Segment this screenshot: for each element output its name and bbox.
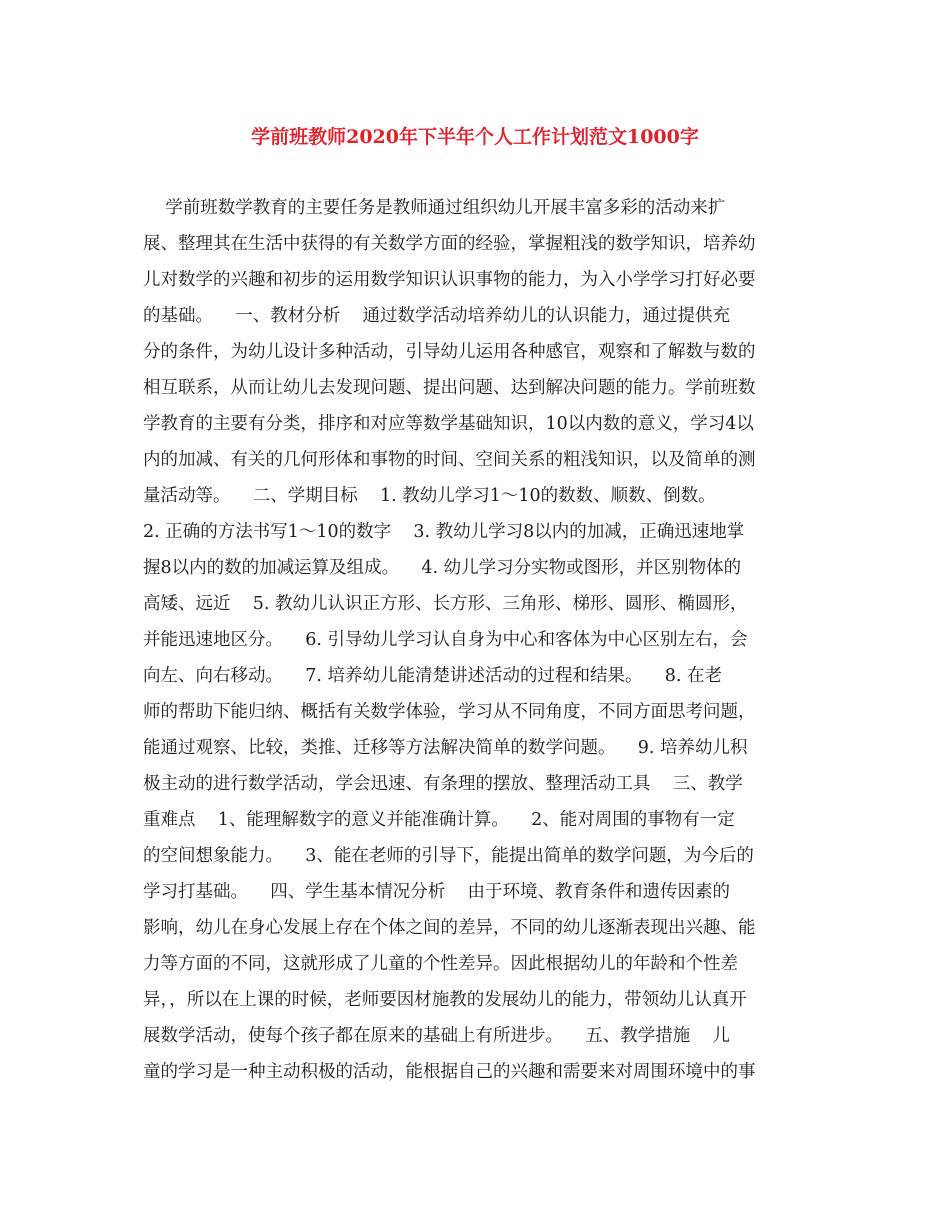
body-line: 分的条件，为幼儿设计多种活动，引导幼儿运用各种感官，观察和了解数与数的 [143, 342, 756, 362]
body-line: 童的学习是一种主动积极的活动，能根据自己的兴趣和需要来对周围环境中的事 [143, 1062, 756, 1082]
body-line: 内的加减、有关的几何形体和事物的时间、空间关系的粗浅知识，以及简单的测 [143, 450, 756, 470]
body-line: 重难点 1、能理解数字的意义并能准确计算。 2、能对周围的事物有一定 [143, 810, 735, 830]
body-line: 高矮、远近 5. 教幼儿认识正方形、长方形、三角形、梯形、圆形、椭圆形， [143, 594, 748, 614]
body-line: 学前班数学教育的主要任务是教师通过组织幼儿开展丰富多彩的活动来扩 [143, 198, 726, 218]
body-line: 相互联系，从而让幼儿去发现问题、提出问题、达到解决问题的能力。学前班数 [143, 378, 756, 398]
body-line: 学习打基础。 四、学生基本情况分析 由于环境、教育条件和遗传因素的 [143, 882, 730, 902]
body-line: 影响，幼儿在身心发展上存在个体之间的差异，不同的幼儿逐渐表现出兴趣、能 [143, 918, 756, 938]
document-title: 学前班教师2020年下半年个人工作计划范文1000字 [251, 126, 699, 148]
body-line: 向左、向右移动。 7. 培养幼儿能清楚讲述活动的过程和结果。 8. 在老 [143, 666, 723, 686]
body-line: 握8以内的数的加减运算及组成。 4. 幼儿学习分实物或图形，并区别物体的 [143, 558, 742, 578]
body-line: 展数学活动，使每个孩子都在原来的基础上有所进步。 五、教学措施 儿 [143, 1026, 730, 1046]
document-body [143, 190, 808, 1090]
body-line: 展、整理其在生活中获得的有关数学方面的经验，掌握粗浅的数学知识，培养幼 [143, 234, 756, 254]
body-line: 能通过观察、比较，类推、迁移等方法解决简单的数学问题。 9. 培养幼儿积 [143, 738, 748, 758]
body-line: 学教育的主要有分类，排序和对应等数学基础知识，10以内数的意义，学习4以 [143, 414, 754, 434]
body-line: 极主动的进行数学活动，学会迅速、有条理的摆放、整理活动工具 三、教学 [143, 774, 743, 794]
body-line: 2. 正确的方法书写1～10的数字 3. 教幼儿学习8以内的加减，正确迅速地掌 [143, 522, 745, 542]
body-line: 并能迅速地区分。 6. 引导幼儿学习认自身为中心和客体为中心区别左右，会 [143, 630, 748, 650]
body-line: 儿对数学的兴趣和初步的运用数学知识认识事物的能力，为入小学学习打好必要 [143, 270, 756, 290]
body-line: 的基础。 一、教材分析 通过数学活动培养幼儿的认识能力，通过提供充 [143, 306, 730, 326]
body-line: 师的帮助下能归纳、概括有关数学体验，学习从不同角度，不同方面思考问题， [143, 702, 756, 722]
body-line: 力等方面的不同，这就形成了儿童的个性差异。因此根据幼儿的年龄和个性差 [143, 954, 738, 974]
body-line: 量活动等。 二、学期目标 1. 教幼儿学习1～10的数数、顺数、倒数。 [143, 486, 716, 506]
body-line: 的空间想象能力。 3、能在老师的引导下，能提出简单的数学问题，为今后的 [143, 846, 754, 866]
body-line: 异，，所以在上课的时候，老师要因材施教的发展幼儿的能力，带领幼儿认真开 [143, 990, 747, 1010]
